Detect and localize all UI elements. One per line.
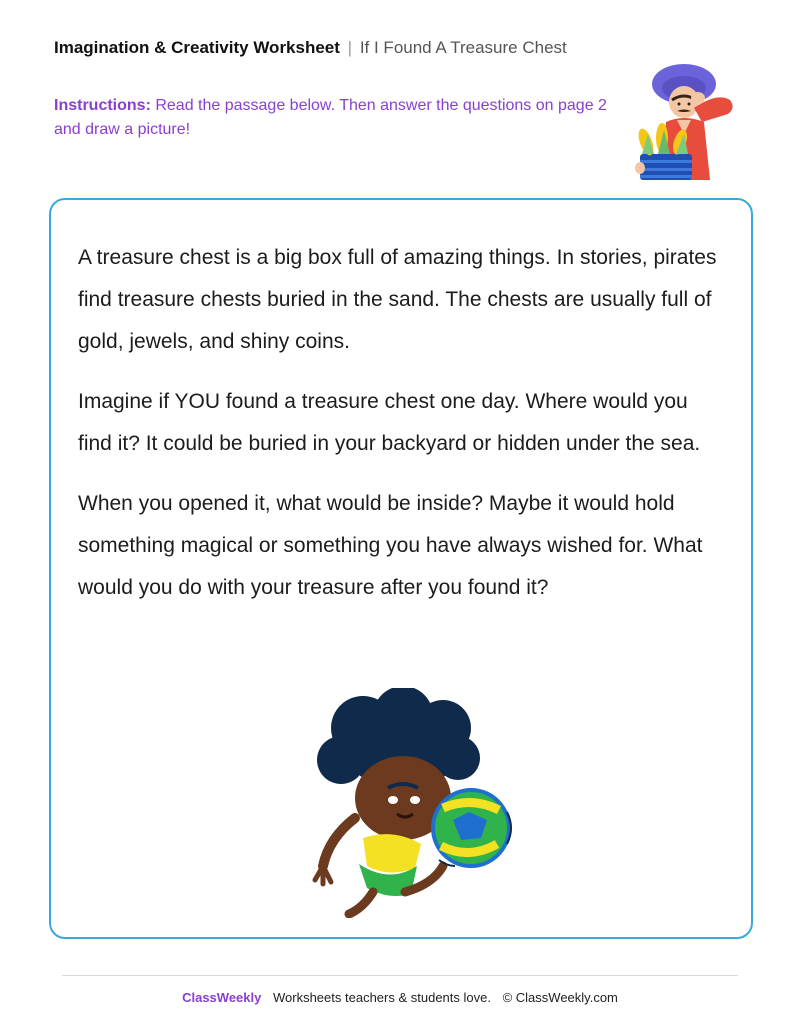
footer-divider	[62, 975, 738, 976]
worksheet-header	[54, 38, 567, 58]
passage-box	[49, 198, 753, 939]
passage-paragraph: When you opened it, what would be inside? Maybe it would hold something magical or something you have always wished for. What would you do with your treasure after you found it?	[78, 492, 703, 599]
soccer-kid-illustration	[293, 688, 518, 918]
instructions-label: Instructions:	[54, 97, 151, 114]
footer-brand: ClassWeekly	[182, 990, 262, 1005]
footer	[0, 990, 800, 1005]
reading-passage	[78, 237, 718, 627]
title-separator: |	[347, 38, 353, 57]
passage-paragraph: A treasure chest is a big box full of amazing things. In stories, pirates find treasure chests buried in the sand. The chests are usually full of gold, jewels, and shiny coins.	[78, 246, 717, 353]
footer-copyright: © ClassWeekly.com	[502, 990, 618, 1005]
instructions	[54, 94, 624, 142]
farmer-illustration	[632, 62, 744, 184]
worksheet-subtitle: If I Found A Treasure Chest	[359, 38, 567, 57]
footer-tagline: Worksheets teachers & students love.	[272, 990, 491, 1005]
instructions-text: Read the passage below. Then answer the questions on page 2 and draw a picture!	[54, 97, 607, 138]
worksheet-title: Imagination & Creativity Worksheet	[54, 38, 340, 57]
passage-paragraph: Imagine if YOU found a treasure chest one day. Where would you find it? It could be buried in your backyard or hidden under the sea.	[78, 390, 701, 455]
